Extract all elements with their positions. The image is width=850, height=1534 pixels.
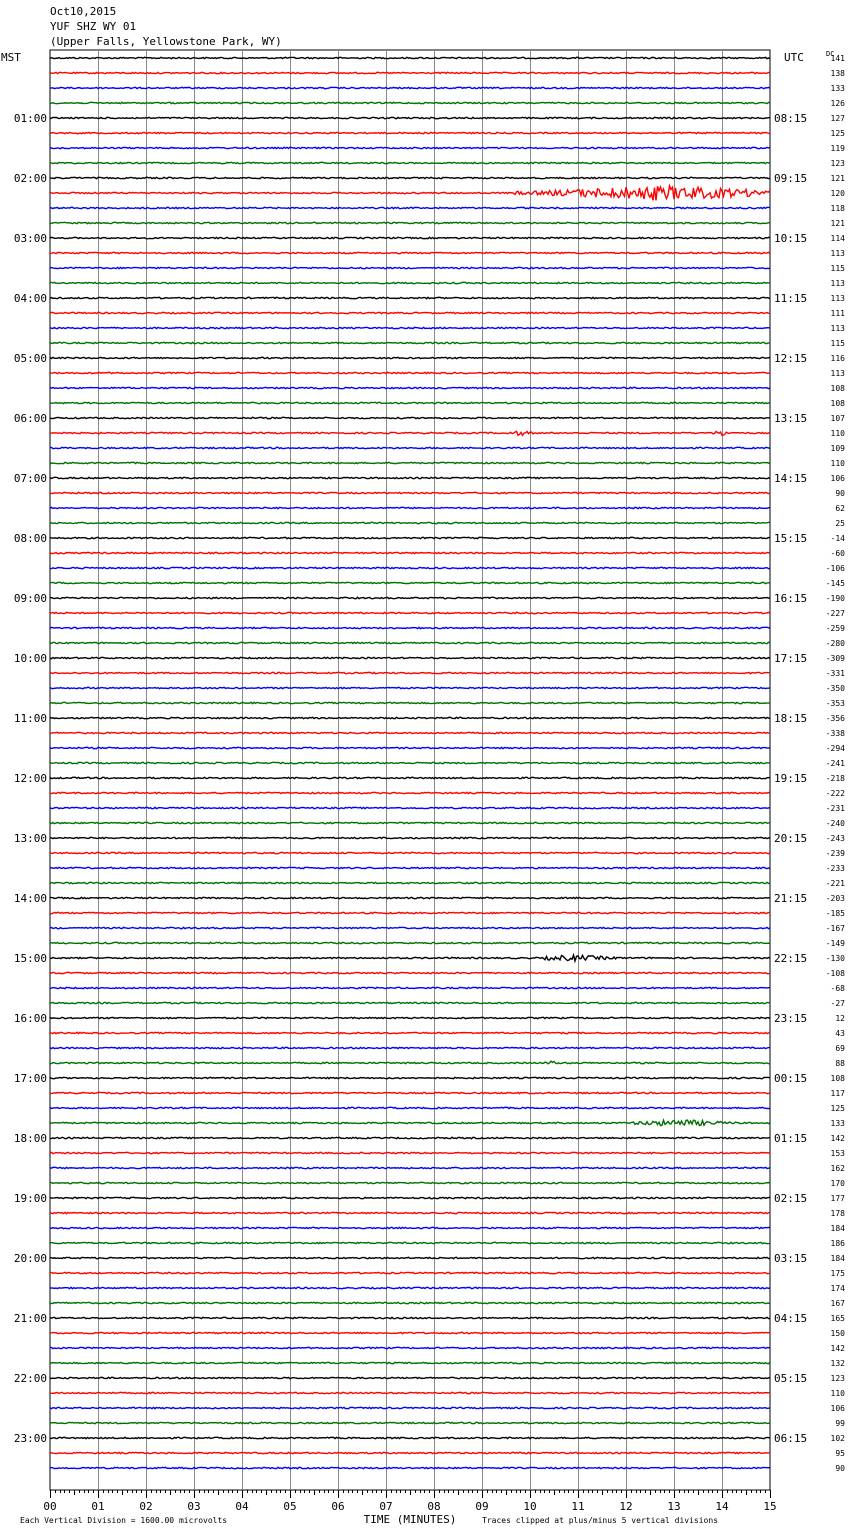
mst-hour-label: 07:00 (13, 472, 47, 485)
dc-offset-label: 113 (830, 249, 845, 258)
trace-line (50, 687, 770, 688)
dc-offset-label: 167 (830, 1299, 845, 1308)
trace-line (50, 402, 770, 403)
footer-scale-note: Each Vertical Division = 1600.00 microvolts (20, 1516, 228, 1525)
x-tick-label: 07 (379, 1500, 393, 1513)
trace-line (50, 972, 770, 973)
x-tick-label: 08 (427, 1500, 441, 1513)
trace-line (50, 477, 770, 478)
dc-offset-label: 110 (830, 429, 845, 438)
dc-offset-label: 88 (835, 1059, 845, 1068)
trace-line (50, 1152, 770, 1153)
utc-hour-label: 15:15 (774, 532, 808, 545)
trace-line (50, 357, 770, 358)
dc-offset-label: 138 (830, 69, 845, 78)
utc-hour-label: 19:15 (774, 772, 808, 785)
dc-offset-label: -222 (825, 789, 845, 798)
dc-offset-label: -233 (825, 864, 845, 873)
trace-line (50, 1212, 770, 1213)
mst-hour-label: 14:00 (13, 892, 47, 905)
dc-offset-label: 150 (830, 1329, 845, 1338)
trace-line (50, 147, 770, 148)
utc-hour-label: 01:15 (774, 1132, 808, 1145)
trace-line (50, 582, 770, 583)
trace-line (50, 537, 770, 538)
dc-offset-label: 62 (835, 504, 845, 513)
trace-line (50, 1257, 770, 1258)
dc-offset-label: 12 (835, 1014, 845, 1023)
dc-offset-label: 165 (830, 1314, 845, 1323)
dc-offset-label: -239 (825, 849, 845, 858)
dc-offset-label: 133 (830, 1119, 845, 1128)
trace-line (50, 447, 770, 448)
trace-line (50, 1287, 770, 1288)
dc-offset-label: 117 (830, 1089, 845, 1098)
trace-line (50, 747, 770, 748)
dc-offset-label: 184 (830, 1254, 845, 1263)
trace-line (50, 507, 770, 508)
utc-hour-label: 10:15 (774, 232, 808, 245)
trace-line (50, 1227, 770, 1228)
mst-hour-label: 09:00 (13, 592, 47, 605)
dc-offset-label: -190 (825, 594, 845, 603)
x-tick-label: 06 (331, 1500, 345, 1513)
utc-hour-label: 16:15 (774, 592, 808, 605)
dc-offset-label: 106 (830, 1404, 845, 1413)
mst-hour-label: 13:00 (13, 832, 47, 845)
trace-line (50, 1047, 770, 1048)
trace-line (50, 267, 770, 268)
trace-line (50, 1002, 770, 1003)
header-location: (Upper Falls, Yellowstone Park, WY) (50, 35, 282, 48)
x-tick-label: 13 (667, 1500, 681, 1513)
mst-hour-label: 05:00 (13, 352, 47, 365)
utc-hour-label: 09:15 (774, 172, 808, 185)
trace-line (50, 955, 770, 961)
mst-hour-label: 06:00 (13, 412, 47, 425)
trace-line (50, 822, 770, 823)
dc-offset-label: 116 (830, 354, 845, 363)
utc-hour-label: 20:15 (774, 832, 808, 845)
dc-offset-label: -227 (825, 609, 845, 618)
trace-line (50, 57, 770, 58)
dc-offset-label: -338 (825, 729, 845, 738)
trace-line (50, 1452, 770, 1453)
trace-line (50, 1437, 770, 1438)
mst-hour-label: 02:00 (13, 172, 47, 185)
trace-line (50, 387, 770, 388)
trace-line (50, 372, 770, 373)
dc-offset-label: 186 (830, 1239, 845, 1248)
trace-line (50, 117, 770, 118)
mst-hour-label: 03:00 (13, 232, 47, 245)
dc-offset-label: -356 (825, 714, 845, 723)
dc-offset-label: 43 (835, 1029, 845, 1038)
dc-offset-label: -167 (825, 924, 845, 933)
dc-offset-label: 141 (830, 54, 845, 63)
x-tick-label: 05 (283, 1500, 297, 1513)
dc-offset-label: 102 (830, 1434, 845, 1443)
dc-offset-label: 108 (830, 399, 845, 408)
mst-axis-label: MST (1, 51, 21, 64)
dc-offset-label: 120 (830, 189, 845, 198)
dc-offset-label: 107 (830, 414, 845, 423)
trace-line (50, 1032, 770, 1033)
trace-line (50, 1061, 770, 1064)
trace-line (50, 237, 770, 238)
trace-line (50, 1167, 770, 1168)
trace-line (50, 702, 770, 703)
dc-offset-label: -130 (825, 954, 845, 963)
dc-offset-label: 113 (830, 294, 845, 303)
trace-line (50, 732, 770, 733)
dc-offset-label: -350 (825, 684, 845, 693)
dc-offset-label: 142 (830, 1134, 845, 1143)
mst-hour-label: 19:00 (13, 1192, 47, 1205)
dc-offset-label: -309 (825, 654, 845, 663)
dc-offset-label: 125 (830, 1104, 845, 1113)
dc-offset-label: 113 (830, 369, 845, 378)
dc-offset-label: -14 (830, 534, 845, 543)
dc-offset-label: 108 (830, 1074, 845, 1083)
trace-line (50, 1332, 770, 1333)
utc-hour-label: 11:15 (774, 292, 808, 305)
trace-line (50, 1362, 770, 1363)
utc-axis-label: UTC (784, 51, 804, 64)
dc-offset-label: 153 (830, 1149, 845, 1158)
utc-hour-label: 04:15 (774, 1312, 808, 1325)
trace-line (50, 102, 770, 103)
trace-line (50, 807, 770, 808)
trace-line (50, 1377, 770, 1378)
x-tick-label: 04 (235, 1500, 249, 1513)
trace-line (50, 612, 770, 613)
x-tick-label: 02 (139, 1500, 153, 1513)
dc-offset-label: -149 (825, 939, 845, 948)
trace-line (50, 132, 770, 133)
trace-line (50, 1182, 770, 1183)
dc-offset-label: 126 (830, 99, 845, 108)
dc-offset-label: 115 (830, 339, 845, 348)
header-station: YUF SHZ WY 01 (50, 20, 137, 33)
utc-hour-label: 18:15 (774, 712, 808, 725)
dc-offset-label: 106 (830, 474, 845, 483)
utc-hour-label: 17:15 (774, 652, 808, 665)
dc-offset-label: 115 (830, 264, 845, 273)
dc-offset-label: -221 (825, 879, 845, 888)
dc-offset-label: -243 (825, 834, 845, 843)
dc-offset-label: 113 (830, 279, 845, 288)
mst-hour-label: 17:00 (13, 1072, 47, 1085)
trace-line (50, 942, 770, 943)
trace-line (50, 327, 770, 328)
trace-line (50, 1317, 770, 1318)
dc-offset-label: -231 (825, 804, 845, 813)
dc-offset-label: 114 (830, 234, 845, 243)
dc-offset-label: 121 (830, 174, 845, 183)
trace-line (50, 1137, 770, 1138)
x-tick-label: 09 (475, 1500, 489, 1513)
dc-offset-label: -68 (830, 984, 845, 993)
dc-offset-label: 142 (830, 1344, 845, 1353)
trace-line (50, 1272, 770, 1273)
x-tick-label: 11 (571, 1500, 585, 1513)
utc-hour-label: 13:15 (774, 412, 808, 425)
trace-line (50, 1392, 770, 1393)
dc-offset-label: 119 (830, 144, 845, 153)
plot-frame (50, 50, 770, 1490)
mst-hour-label: 18:00 (13, 1132, 47, 1145)
dc-offset-label: 110 (830, 459, 845, 468)
dc-offset-label: 175 (830, 1269, 845, 1278)
trace-line (50, 1017, 770, 1018)
trace-line (50, 431, 770, 435)
dc-offset-label: 113 (830, 324, 845, 333)
trace-line (50, 1422, 770, 1423)
trace-line (50, 72, 770, 73)
x-tick-label: 00 (43, 1500, 57, 1513)
trace-line (50, 987, 770, 988)
dc-offset-label: 133 (830, 84, 845, 93)
trace-line (50, 186, 770, 201)
trace-line (50, 462, 770, 463)
trace-line (50, 837, 770, 838)
trace-line (50, 1092, 770, 1093)
trace-line (50, 1120, 770, 1125)
dc-offset-label: 132 (830, 1359, 845, 1368)
trace-line (50, 177, 770, 178)
dc-offset-label: 110 (830, 1389, 845, 1398)
trace-line (50, 912, 770, 913)
dc-offset-label: 95 (835, 1449, 845, 1458)
trace-line (50, 342, 770, 343)
dc-offset-label: 109 (830, 444, 845, 453)
dc-offset-label: -145 (825, 579, 845, 588)
utc-hour-label: 22:15 (774, 952, 808, 965)
trace-line (50, 162, 770, 163)
mst-hour-label: 10:00 (13, 652, 47, 665)
utc-hour-label: 03:15 (774, 1252, 808, 1265)
trace-line (50, 717, 770, 718)
trace-line (50, 207, 770, 208)
dc-offset-label: 25 (835, 519, 845, 528)
x-tick-label: 10 (523, 1500, 537, 1513)
trace-line (50, 312, 770, 313)
trace-line (50, 282, 770, 283)
dc-offset-label: -331 (825, 669, 845, 678)
dc-offset-label: 174 (830, 1284, 845, 1293)
dc-offset-label: 127 (830, 114, 845, 123)
trace-line (50, 852, 770, 853)
trace-line (50, 777, 770, 778)
trace-line (50, 597, 770, 598)
trace-line (50, 1407, 770, 1408)
dc-label: DC (826, 50, 835, 58)
trace-line (50, 252, 770, 253)
trace-line (50, 522, 770, 523)
dc-offset-label: -353 (825, 699, 845, 708)
dc-offset-label: 121 (830, 219, 845, 228)
trace-line (50, 1107, 770, 1108)
trace-line (50, 1347, 770, 1348)
trace-line (50, 927, 770, 928)
trace-line (50, 762, 770, 763)
trace-line (50, 642, 770, 643)
dc-offset-label: -294 (825, 744, 845, 753)
dc-offset-label: -218 (825, 774, 845, 783)
dc-offset-label: -203 (825, 894, 845, 903)
dc-offset-label: 162 (830, 1164, 845, 1173)
utc-hour-label: 06:15 (774, 1432, 808, 1445)
mst-hour-label: 22:00 (13, 1372, 47, 1385)
dc-offset-label: 118 (830, 204, 845, 213)
dc-offset-label: -185 (825, 909, 845, 918)
dc-offset-label: 184 (830, 1224, 845, 1233)
x-tick-label: 14 (715, 1500, 729, 1513)
mst-hour-label: 20:00 (13, 1252, 47, 1265)
dc-offset-label: 69 (835, 1044, 845, 1053)
trace-line (50, 1197, 770, 1198)
utc-hour-label: 05:15 (774, 1372, 808, 1385)
dc-offset-label: -108 (825, 969, 845, 978)
dc-offset-label: 177 (830, 1194, 845, 1203)
dc-offset-label: 125 (830, 129, 845, 138)
trace-line (50, 297, 770, 298)
dc-offset-label: 170 (830, 1179, 845, 1188)
utc-hour-label: 00:15 (774, 1072, 808, 1085)
dc-offset-label: 123 (830, 159, 845, 168)
mst-hour-label: 11:00 (13, 712, 47, 725)
trace-line (50, 1302, 770, 1303)
dc-offset-label: -280 (825, 639, 845, 648)
mst-hour-label: 23:00 (13, 1432, 47, 1445)
trace-line (50, 492, 770, 493)
trace-line (50, 567, 770, 568)
mst-hour-label: 15:00 (13, 952, 47, 965)
mst-hour-label: 08:00 (13, 532, 47, 545)
dc-offset-label: -241 (825, 759, 845, 768)
x-tick-label: 15 (763, 1500, 777, 1513)
trace-line (50, 672, 770, 673)
dc-offset-label: 90 (835, 1464, 845, 1473)
utc-hour-label: 02:15 (774, 1192, 808, 1205)
trace-line (50, 792, 770, 793)
dc-offset-label: 123 (830, 1374, 845, 1383)
trace-line (50, 897, 770, 898)
utc-hour-label: 14:15 (774, 472, 808, 485)
trace-line (50, 882, 770, 883)
mst-hour-label: 21:00 (13, 1312, 47, 1325)
x-tick-label: 03 (187, 1500, 201, 1513)
dc-offset-label: -106 (825, 564, 845, 573)
utc-hour-label: 21:15 (774, 892, 808, 905)
mst-hour-label: 16:00 (13, 1012, 47, 1025)
trace-line (50, 627, 770, 628)
x-axis-title: TIME (MINUTES) (363, 1513, 457, 1526)
trace-line (50, 87, 770, 88)
dc-offset-label: 90 (835, 489, 845, 498)
trace-line (50, 1242, 770, 1243)
utc-hour-label: 12:15 (774, 352, 808, 365)
x-tick-label: 12 (619, 1500, 633, 1513)
utc-hour-label: 23:15 (774, 1012, 808, 1025)
dc-offset-label: 111 (830, 309, 845, 318)
dc-offset-label: 108 (830, 384, 845, 393)
trace-line (50, 417, 770, 418)
mst-hour-label: 01:00 (13, 112, 47, 125)
trace-line (50, 1467, 770, 1468)
trace-line (50, 867, 770, 868)
header-date: Oct10,2015 (50, 5, 117, 18)
utc-hour-label: 08:15 (774, 112, 808, 125)
x-tick-label: 01 (91, 1500, 105, 1513)
footer-clip-note: Traces clipped at plus/minus 5 vertical divisions (482, 1516, 719, 1525)
dc-offset-label: -259 (825, 624, 845, 633)
dc-offset-label: -27 (830, 999, 845, 1008)
trace-line (50, 1077, 770, 1078)
dc-offset-label: -60 (830, 549, 845, 558)
dc-offset-label: 99 (835, 1419, 845, 1428)
trace-line (50, 222, 770, 223)
mst-hour-label: 04:00 (13, 292, 47, 305)
trace-line (50, 552, 770, 553)
dc-offset-label: -240 (825, 819, 845, 828)
dc-offset-label: 178 (830, 1209, 845, 1218)
mst-hour-label: 12:00 (13, 772, 47, 785)
trace-line (50, 657, 770, 658)
